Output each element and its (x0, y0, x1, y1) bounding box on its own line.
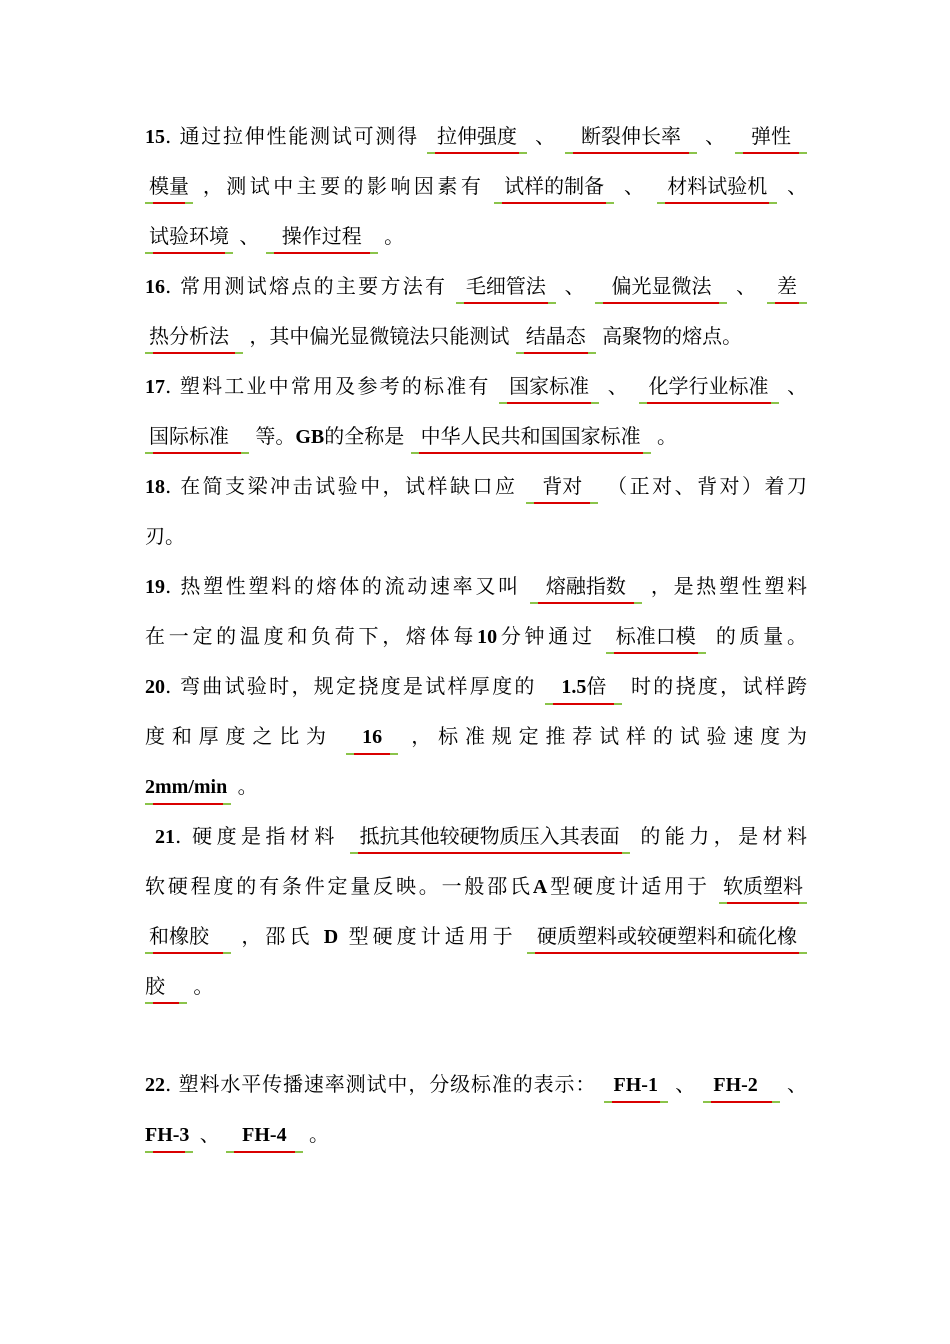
q16-text: ，其中偏光显微镜法只能测试 (249, 324, 510, 348)
q21-text: . 硬度是指材料 (175, 824, 339, 848)
q15-answer-3-part-1: 弹性 (735, 120, 807, 152)
q16-line-2 (145, 320, 807, 360)
q19-text: 在一定的温度和负荷下，熔体每 (145, 624, 478, 648)
separator: 、 (623, 174, 648, 198)
q21-text: 型硬度计适用于 (547, 874, 710, 898)
q21-text: 软硬程度的有条件定量反映。一般邵氏 (145, 874, 533, 898)
q18-line-1 (145, 470, 807, 510)
q20-answer-1 (545, 670, 622, 703)
q19-text: ，是热塑性塑料 (650, 574, 807, 598)
q22-answer-1: FH-1 (604, 1069, 668, 1101)
q16-answer-3-part-1: 差 (767, 270, 807, 302)
q19-number: 19 (145, 576, 165, 598)
q19-line-1 (145, 570, 807, 610)
q19-answer-1: 熔融指数 (530, 570, 642, 602)
q16-answer-2: 偏光显微法 (595, 270, 727, 302)
q21-line-4 (145, 970, 807, 1010)
separator: 、 (736, 274, 759, 298)
number-ten: 10 (477, 626, 498, 648)
q17-answer-2: 化学行业标准 (639, 370, 779, 402)
q18-answer-1: 背对 (526, 470, 598, 502)
q20-text: 时的挠度，试样跨 (630, 674, 807, 698)
q15-line-3 (145, 220, 807, 260)
q20-number: 20 (145, 676, 165, 698)
q20-line-1 (145, 670, 807, 710)
separator: 、 (705, 124, 727, 148)
q21-answer-2-part-2: 和橡胶 (145, 920, 231, 952)
q17-answer-4: 中华人民共和国国家标准 (411, 420, 651, 452)
q21-text: 的能力，是材料 (640, 824, 807, 848)
q15-answer-4: 试样的制备 (494, 170, 614, 202)
q17-answer-1: 国家标准 (499, 370, 599, 402)
q21-answer-3-part-1: 硬质塑料或较硬塑料和硫化橡 (527, 920, 807, 952)
q16-answer-3-part-2: 热分析法 (145, 320, 243, 352)
q18-text: . 在简支梁冲击试验中，试样缺口应 (165, 474, 518, 498)
q19-answer-2: 标准口模 (606, 620, 706, 652)
q17-line-1 (145, 370, 807, 410)
q21-number: 21 (155, 826, 175, 848)
separator: 、 (564, 274, 587, 298)
q15-text: . 通过拉伸性能测试可测得 (165, 124, 419, 148)
sentence-end: 。 (237, 774, 258, 798)
sentence-end: 。 (308, 1122, 329, 1146)
q19-text: . 热塑性塑料的熔体的流动速率又叫 (165, 574, 521, 598)
q20-text: ，标准规定推荐试样的试验速度为 (411, 724, 807, 748)
gb-abbreviation: GB (295, 426, 325, 448)
q20-text: . 弯曲试验时，规定挠度是试样厚度的 (165, 674, 537, 698)
shore-d-letter: D (323, 926, 339, 948)
q20-answer-1-unit: 倍 (586, 674, 607, 698)
q20-answer-3: 2mm/min (145, 771, 231, 803)
q21-line-3 (145, 920, 807, 960)
q16-answer-1: 毛细管法 (456, 270, 556, 302)
q17-text: . 塑料工业中常用及参考的标准有 (165, 374, 491, 398)
q22-text: . 塑料水平传播速率测试中，分级标准的表示： (165, 1072, 597, 1096)
separator: 、 (787, 174, 807, 198)
q21-answer-2-part-1: 软质塑料 (719, 870, 807, 902)
q20-answer-2: 16 (346, 721, 398, 753)
separator: 、 (239, 224, 260, 248)
q16-text: . 常用测试熔点的主要方法有 (165, 274, 448, 298)
sentence-end: 。 (656, 424, 677, 448)
q17-line-2 (145, 420, 807, 460)
q22-line-1 (145, 1068, 807, 1108)
q20-line-2 (145, 720, 807, 760)
q15-answer-6: 试验环境 (145, 220, 233, 252)
q15-line-1 (145, 120, 807, 160)
q21-line-1 (145, 820, 807, 860)
q17-text: 等。 (255, 424, 296, 448)
q21-answer-1: 抵抗其他较硬物质压入其表面 (350, 820, 630, 852)
q21-line-2 (145, 870, 807, 910)
q21-text: ，邵氏 (241, 924, 314, 948)
q15-answer-5: 材料试验机 (657, 170, 777, 202)
q18-line-2 (145, 520, 807, 560)
shore-a-letter: A (532, 876, 548, 898)
q21-answer-3-part-2: 胶 (145, 970, 187, 1002)
q15-text: ，测试中主要的影响因素有 (202, 174, 485, 198)
q17-number: 17 (145, 376, 165, 398)
q18-text: 刃。 (145, 524, 185, 548)
separator: 、 (787, 374, 807, 398)
sentence-end: 。 (384, 224, 405, 248)
q19-line-2 (145, 620, 807, 660)
q19-text: 的质量。 (715, 624, 807, 648)
q20-answer-1-value: 1.5 (561, 676, 587, 698)
q22-answer-3: FH-3 (145, 1119, 193, 1151)
q20-line-3 (145, 770, 807, 810)
q22-answer-2: FH-2 (703, 1069, 779, 1101)
separator: 、 (199, 1122, 220, 1146)
q18-number: 18 (145, 476, 165, 498)
q17-answer-3: 国际标准 (145, 420, 249, 452)
q15-line-2 (145, 170, 807, 210)
q18-text: （正对、背对）着刀 (607, 474, 807, 498)
q22-number: 22 (145, 1074, 165, 1096)
separator: 、 (535, 124, 557, 148)
q16-number: 16 (145, 276, 165, 298)
q22-line-2 (145, 1118, 807, 1158)
q15-answer-1: 拉伸强度 (427, 120, 527, 152)
q20-text: 度和厚度之比为 (145, 724, 333, 748)
q15-answer-2: 断裂伸长率 (565, 120, 697, 152)
q16-text: 高聚物的熔点。 (602, 324, 743, 348)
q22-answer-4: FH-4 (226, 1119, 302, 1151)
q21-text: 型硬度计适用于 (348, 924, 517, 948)
q15-answer-3-part-2: 模量 (145, 170, 193, 202)
q19-text: 分钟通过 (497, 624, 596, 648)
q16-answer-4: 结晶态 (516, 320, 596, 352)
q16-line-1 (145, 270, 807, 310)
separator: 、 (787, 1072, 807, 1096)
separator: 、 (607, 374, 630, 398)
q15-number: 15 (145, 126, 165, 148)
q17-text: 的全称是 (324, 424, 405, 448)
q15-answer-7: 操作过程 (266, 220, 378, 252)
sentence-end: 。 (193, 974, 214, 998)
separator: 、 (675, 1072, 697, 1096)
